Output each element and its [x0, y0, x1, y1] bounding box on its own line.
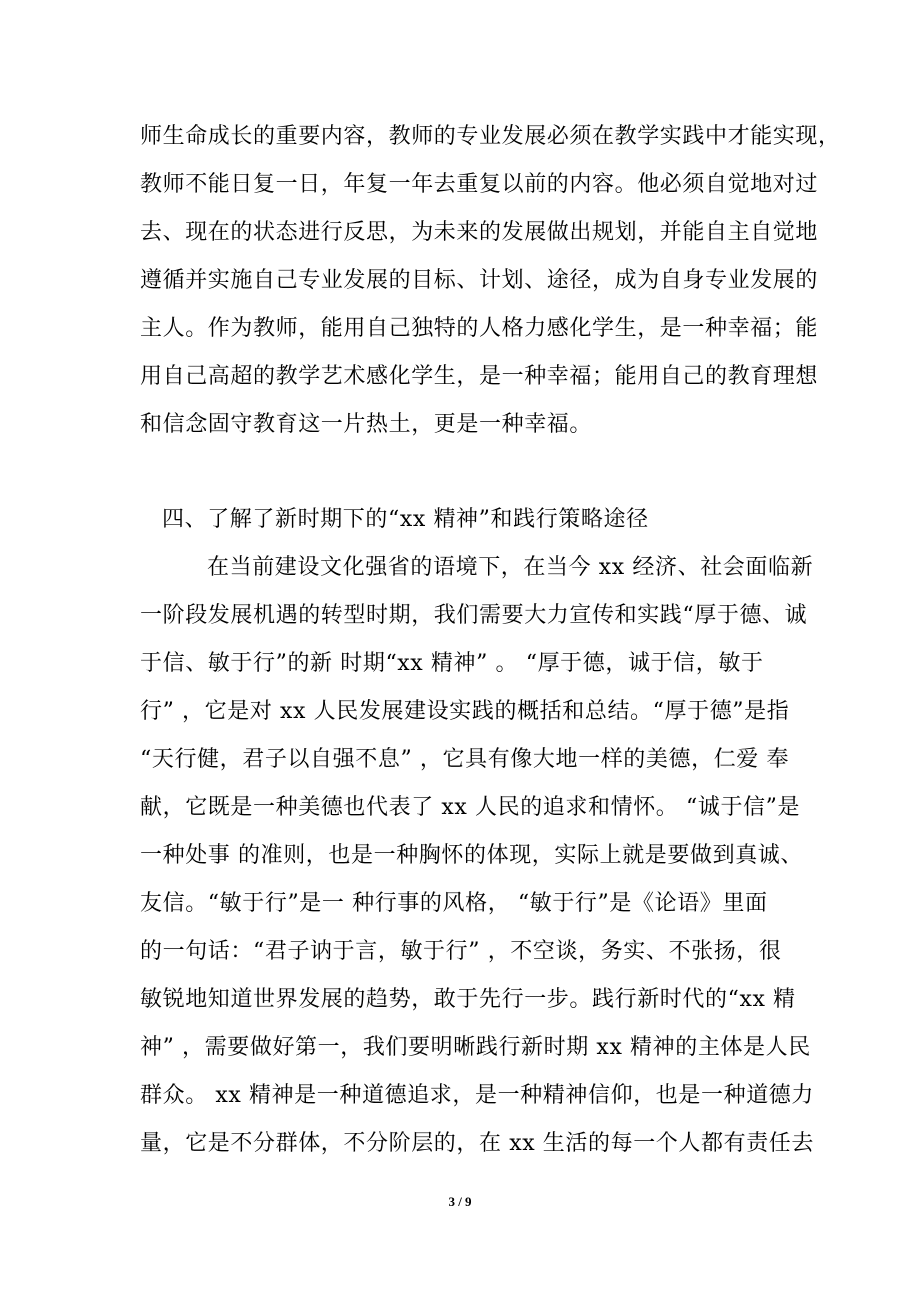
text-line: 一种处事 的准则，也是一种胸怀的体现，实际上就是要做到真诚、 [140, 843, 803, 868]
text-line: 在当前建设文化强省的语境下，在当今 xx 经济、社会面临新 [207, 555, 814, 580]
text-line: 友信。“敏于行”是一 种行事的风格， “敏于行”是《论语》里面 [140, 891, 768, 916]
text-line: 敏锐地知道世界发展的趋势，敢于先行一步。践行新时代的“xx 精 [140, 987, 796, 1012]
text-line: 神” ，需要做好第一，我们要明晰践行新时期 xx 精神的主体是人民 [140, 1035, 811, 1060]
text-line: 于信、敏于行”的新 时期“xx 精神” 。 “厚于德，诚于信，敏于 [140, 651, 764, 676]
text-line: 行” ，它是对 xx 人民发展建设实践的概括和总结。“厚于德”是指 [140, 699, 790, 724]
page-number: 3 / 9 [448, 1194, 472, 1209]
text-line: 群众。 xx 精神是一种道德追求，是一种精神信仰，也是一种道德力 [140, 1083, 815, 1108]
text-line: 献，它既是一种美德也代表了 xx 人民的追求和情怀。 “诚于信”是 [140, 795, 801, 820]
text-line: 的一句话：“君子讷于言，敏于行” ，不空谈，务实、不张扬，很 [140, 939, 782, 964]
section-heading: 四、了解了新时期下的“xx 精神”和践行策略途径 [162, 507, 649, 532]
text-line: 一阶段发展机遇的转型时期，我们需要大力宣传和实践“厚于德、诚 [140, 603, 808, 628]
text-line: 教师不能日复一日，年复一年去重复以前的内容。他必须自觉地对过 [140, 172, 819, 197]
text-line: 去、现在的状态进行反思，为未来的发展做出规划，并能自主自觉地 [140, 220, 819, 245]
text-line: “天行健，君子以自强不息” ，它具有像大地一样的美德，仁爱 奉 [140, 747, 790, 772]
text-line: 用自己高超的教学艺术感化学生，是一种幸福；能用自己的教育理想 [140, 364, 819, 389]
text-line: 师生命成长的重要内容，教师的专业发展必须在教学实践中才能实现， [140, 124, 841, 149]
text-line: 量，它是不分群体，不分阶层的，在 xx 生活的每一个人都有责任去 [140, 1131, 815, 1156]
text-line: 遵循并实施自己专业发展的目标、计划、途径，成为自身专业发展的 [140, 268, 819, 293]
text-line: 和信念固守教育这一片热土，更是一种幸福。 [140, 412, 593, 437]
text-line: 主人。作为教师，能用自己独特的人格力感化学生，是一种幸福；能 [140, 316, 819, 341]
